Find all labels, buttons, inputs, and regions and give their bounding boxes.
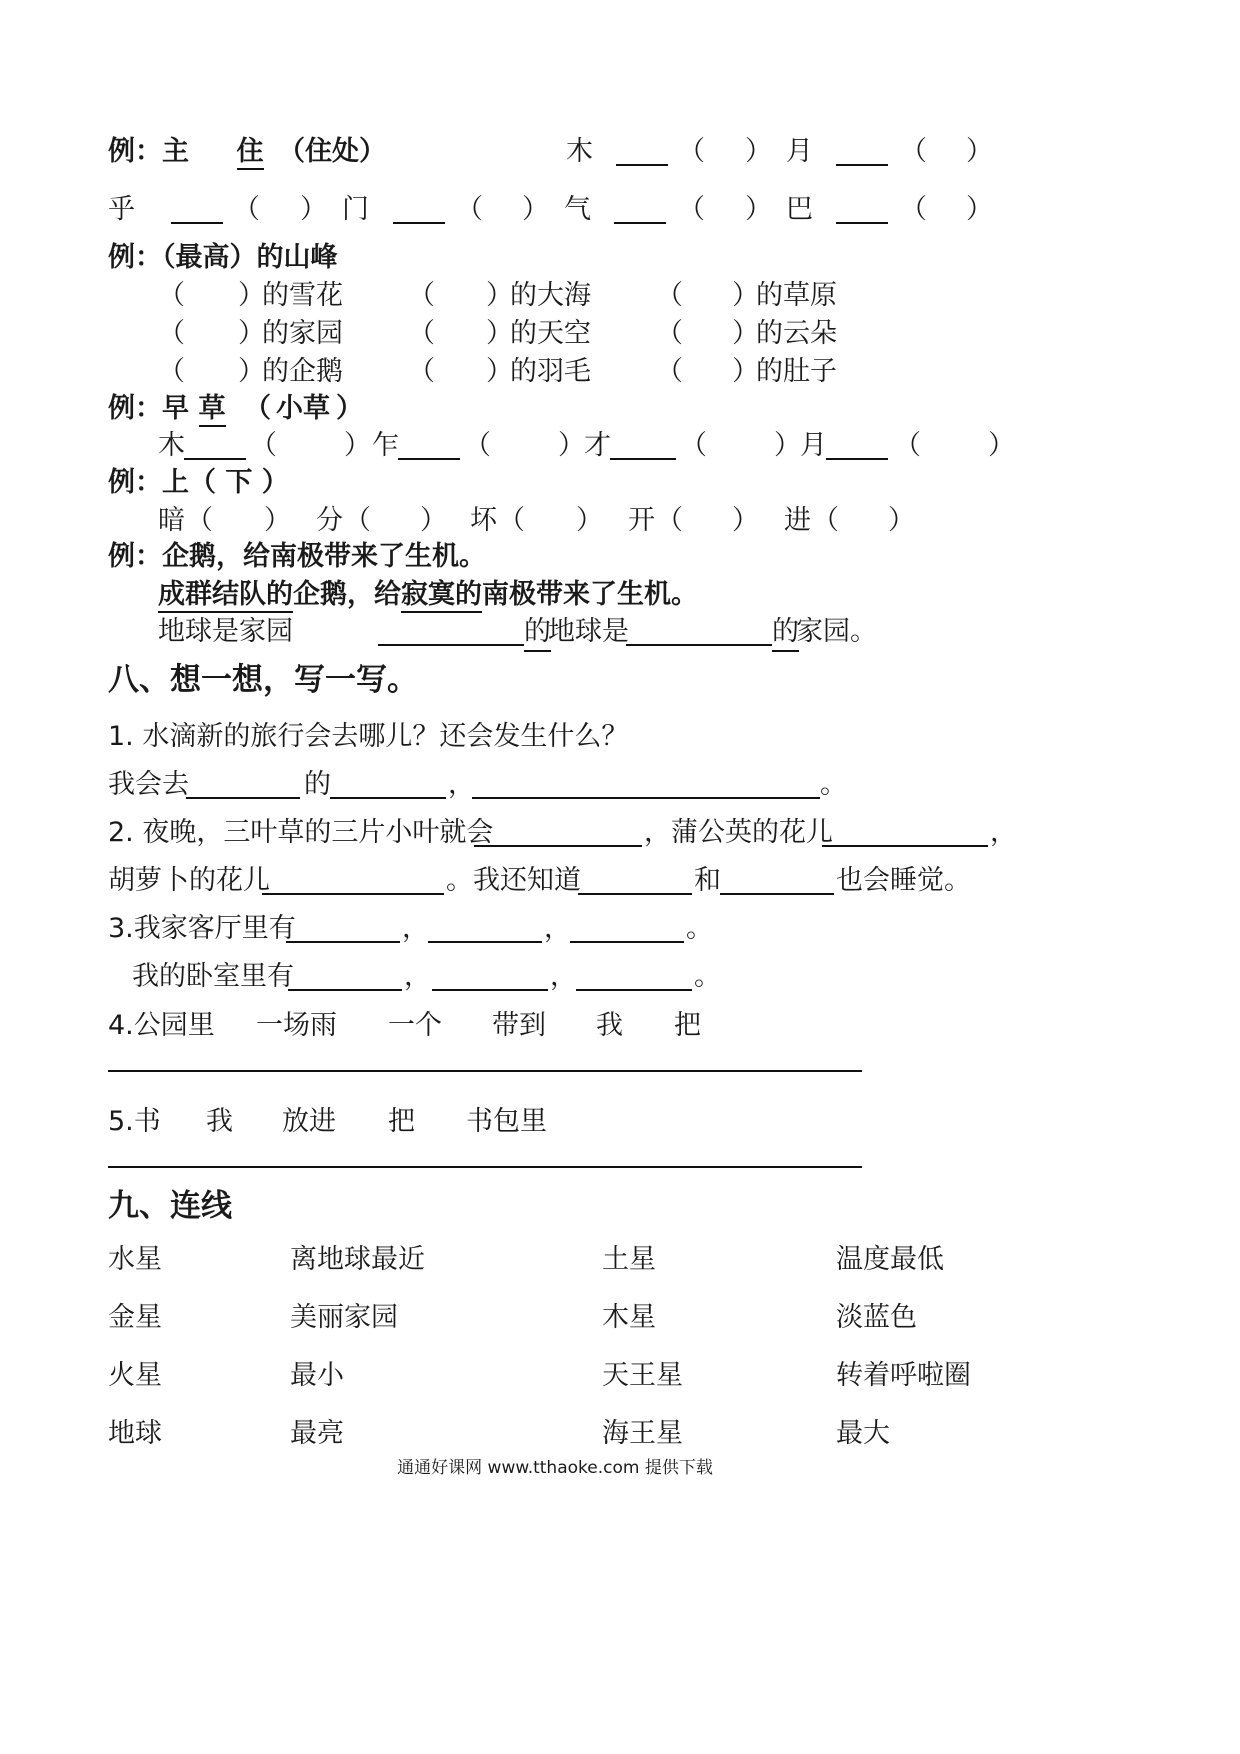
- word: 一个: [388, 1010, 442, 1041]
- answer-blank[interactable]: [472, 797, 820, 799]
- match-item[interactable]: 地球: [108, 1418, 162, 1449]
- ex1-answer: 住: [224, 135, 276, 169]
- match-item[interactable]: 木星: [602, 1302, 656, 1333]
- phrase: 的家园: [262, 318, 343, 349]
- ex3-answer: 草: [186, 392, 238, 426]
- word: 放进: [282, 1106, 336, 1137]
- answer-blank[interactable]: [432, 989, 548, 991]
- answer-blank[interactable]: [576, 989, 692, 991]
- word: 书包里: [466, 1106, 547, 1137]
- match-item[interactable]: 温度最低: [836, 1244, 944, 1275]
- answer-blank[interactable]: [428, 941, 542, 943]
- word: 一场雨: [256, 1010, 337, 1041]
- q4-answer-line[interactable]: [108, 1070, 862, 1072]
- answer-blank[interactable]: [398, 458, 460, 460]
- match-item[interactable]: 水星: [108, 1244, 162, 1275]
- ex3-gloss-close: ）: [336, 393, 363, 424]
- word: 5.书: [108, 1106, 161, 1137]
- word: 我: [596, 1010, 623, 1041]
- match-item[interactable]: 淡蓝色: [836, 1302, 917, 1333]
- answer-blank[interactable]: [836, 164, 888, 166]
- match-item[interactable]: 转着呼啦圈: [836, 1360, 971, 1391]
- answer-blank[interactable]: [826, 458, 888, 460]
- phrase: 的天空: [510, 318, 591, 349]
- section-9-title: 九、连线: [108, 1188, 232, 1224]
- ex1-gloss: （住处）: [278, 136, 386, 167]
- q1-prompt: 1. 水滴新的旅行会去哪儿？还会发生什么？: [108, 721, 629, 752]
- answer-blank[interactable]: [720, 893, 834, 895]
- word: 4.公园里: [108, 1010, 215, 1041]
- answer-blank[interactable]: [286, 941, 400, 943]
- section-8-title: 八、想一想，写一写。: [108, 662, 418, 698]
- answer-blank[interactable]: [393, 222, 445, 224]
- answer-blank[interactable]: [171, 222, 223, 224]
- ex4-label: 例：上（ 下 ）: [108, 467, 289, 498]
- answer-blank[interactable]: [288, 989, 402, 991]
- answer-blank[interactable]: [474, 845, 642, 847]
- match-item[interactable]: 最亮: [290, 1418, 344, 1449]
- match-item[interactable]: 金星: [108, 1302, 162, 1333]
- phrase: 的企鹅: [262, 356, 343, 387]
- q5-answer-line[interactable]: [108, 1166, 862, 1168]
- ex5-expanded: 成群结队的企鹅，给寂寞的南极带来了生机。: [158, 578, 698, 612]
- answer-blank[interactable]: [610, 458, 676, 460]
- answer-blank[interactable]: [836, 222, 888, 224]
- match-item[interactable]: 土星: [602, 1244, 656, 1275]
- match-item[interactable]: 最大: [836, 1418, 890, 1449]
- answer-blank[interactable]: [186, 797, 300, 799]
- answer-blank[interactable]: [262, 893, 444, 895]
- answer-blank[interactable]: [330, 797, 446, 799]
- ex3-gloss: 小草: [276, 393, 330, 424]
- match-item[interactable]: 美丽家园: [290, 1302, 398, 1333]
- word: 把: [674, 1010, 701, 1041]
- answer-blank[interactable]: [626, 644, 772, 646]
- answer-blank[interactable]: [822, 845, 988, 847]
- phrase: 的雪花: [262, 280, 343, 311]
- page-footer: 通通好课网 www.tthaoke.com 提供下载: [397, 1458, 713, 1478]
- word: 把: [388, 1106, 415, 1137]
- ex2-label: 例：（最高）的山峰: [108, 242, 338, 273]
- ex1-label: 例：主: [108, 136, 189, 167]
- phrase: 的草原: [756, 280, 837, 311]
- ex3-label: 例：早: [108, 393, 189, 424]
- phrase: 的羽毛: [510, 356, 591, 387]
- word: 带到: [492, 1010, 546, 1041]
- answer-blank[interactable]: [184, 458, 246, 460]
- ex5-label: 例：企鹅，给南极带来了生机。: [108, 541, 486, 572]
- match-item[interactable]: 海王星: [602, 1418, 683, 1449]
- match-item[interactable]: 天王星: [602, 1360, 683, 1391]
- answer-blank[interactable]: [570, 941, 684, 943]
- phrase: 的肚子: [756, 356, 837, 387]
- answer-blank[interactable]: [616, 164, 668, 166]
- match-item[interactable]: 离地球最近: [290, 1244, 425, 1275]
- answer-blank[interactable]: [578, 893, 692, 895]
- ex3-gloss-open: （: [244, 393, 271, 424]
- match-item[interactable]: 火星: [108, 1360, 162, 1391]
- answer-blank[interactable]: [614, 222, 666, 224]
- word: 我: [206, 1106, 233, 1137]
- answer-blank[interactable]: [378, 644, 524, 646]
- phrase: 的大海: [510, 280, 591, 311]
- match-item[interactable]: 最小: [290, 1360, 344, 1391]
- phrase: 的云朵: [756, 318, 837, 349]
